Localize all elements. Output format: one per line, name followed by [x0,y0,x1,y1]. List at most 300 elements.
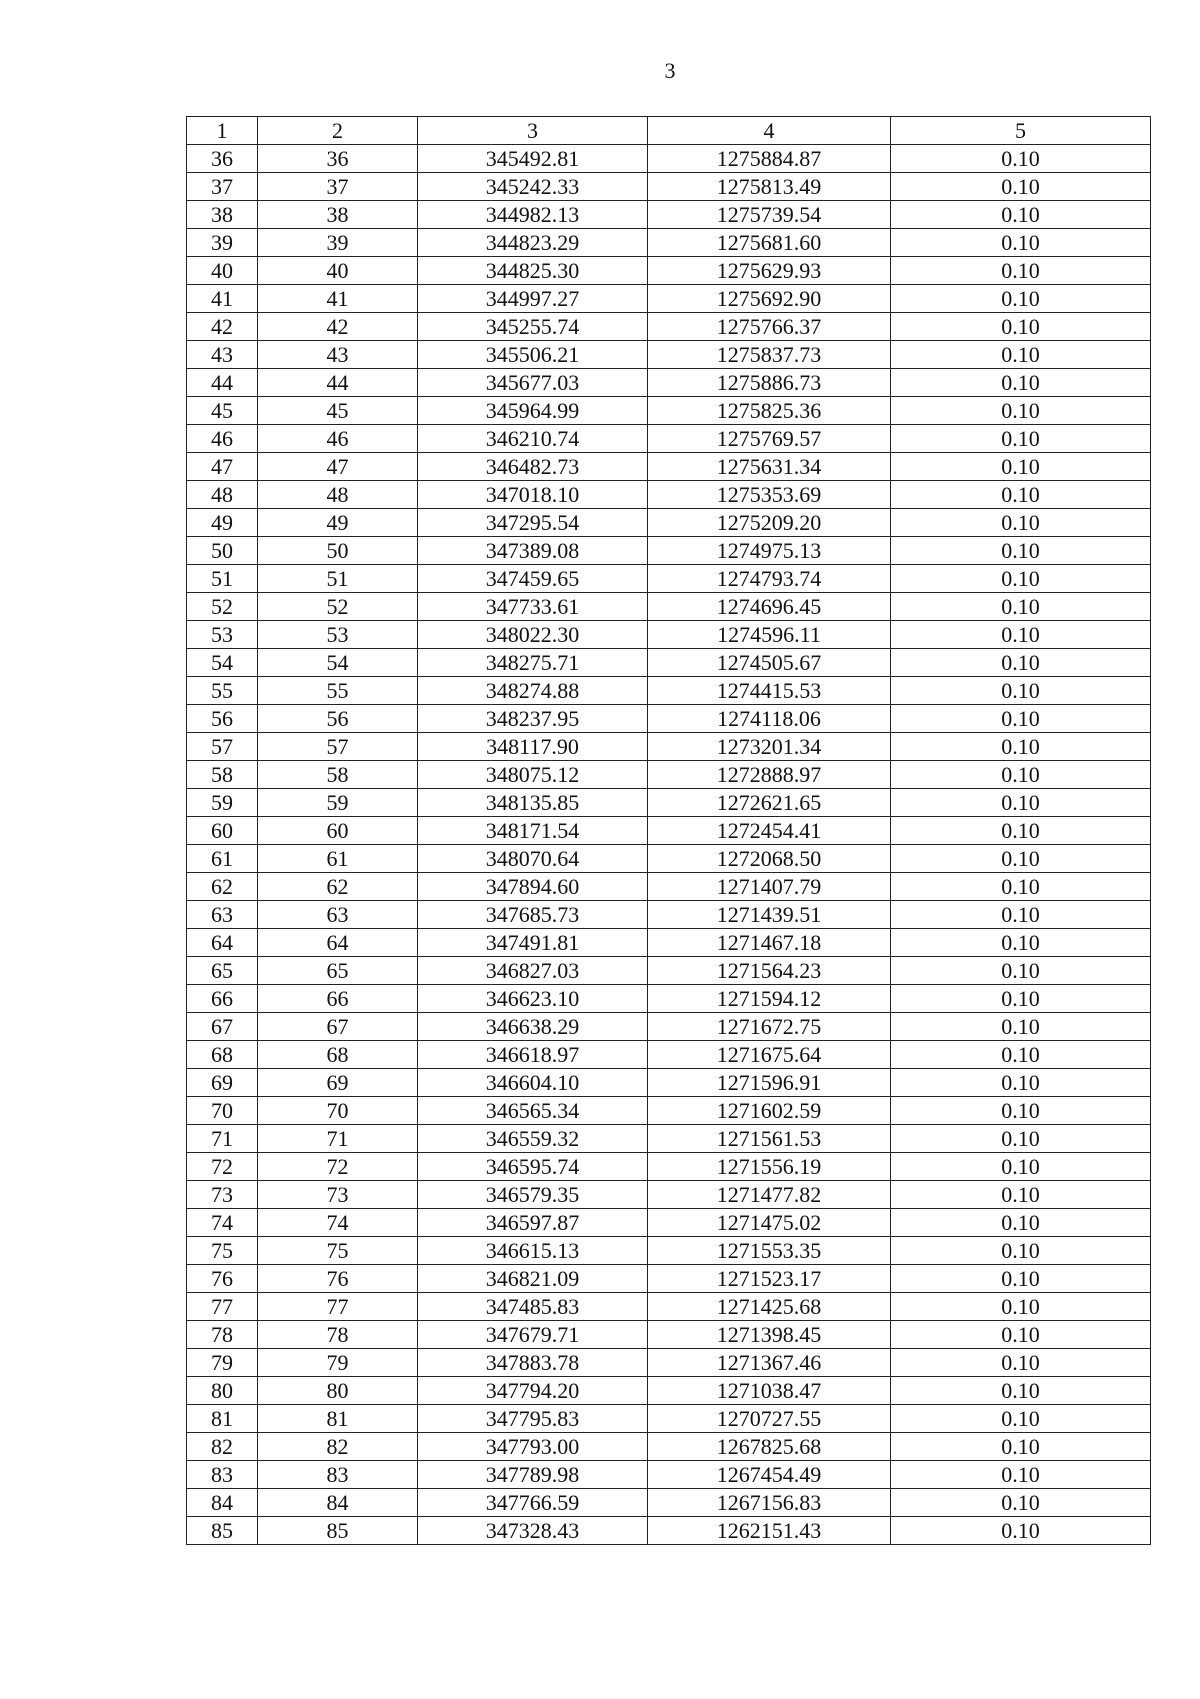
table-cell-col-3: 348070.64 [418,845,648,873]
table-cell-col-3: 347789.98 [418,1461,648,1489]
column-header-5: 5 [891,117,1151,145]
table-cell-col-2: 72 [258,1153,418,1181]
table-row [187,537,1151,565]
table-cell-col-1: 63 [187,901,258,929]
table-cell-col-4: 1270727.55 [648,1405,891,1433]
table-cell-col-4: 1275825.36 [648,397,891,425]
table-cell-col-3: 346604.10 [418,1069,648,1097]
table-cell-col-5: 0.10 [891,1181,1151,1209]
table-cell-col-4: 1275837.73 [648,341,891,369]
table-cell-col-5: 0.10 [891,425,1151,453]
table-row [187,257,1151,285]
table-cell-col-3: 348274.88 [418,677,648,705]
table-cell-col-4: 1275769.57 [648,425,891,453]
table-cell-col-2: 37 [258,173,418,201]
column-header-3: 3 [418,117,648,145]
table-cell-col-4: 1271523.17 [648,1265,891,1293]
table-cell-col-5: 0.10 [891,397,1151,425]
table-cell-col-5: 0.10 [891,845,1151,873]
table-cell-col-3: 344825.30 [418,257,648,285]
table-cell-col-1: 83 [187,1461,258,1489]
table-cell-col-3: 347894.60 [418,873,648,901]
table-cell-col-2: 45 [258,397,418,425]
table-cell-col-3: 348117.90 [418,733,648,761]
table-cell-col-5: 0.10 [891,1349,1151,1377]
table-row [187,1153,1151,1181]
table-cell-col-1: 60 [187,817,258,845]
table-row [187,1349,1151,1377]
table-cell-col-4: 1274118.06 [648,705,891,733]
table-cell-col-4: 1271564.23 [648,957,891,985]
table-cell-col-5: 0.10 [891,1461,1151,1489]
table-cell-col-1: 47 [187,453,258,481]
table-cell-col-3: 347685.73 [418,901,648,929]
table-row [187,229,1151,257]
table-row [187,1461,1151,1489]
table-cell-col-4: 1271407.79 [648,873,891,901]
table-row [187,453,1151,481]
table-cell-col-4: 1274415.53 [648,677,891,705]
table-cell-col-5: 0.10 [891,1321,1151,1349]
table-row [187,845,1151,873]
table-cell-col-5: 0.10 [891,985,1151,1013]
table-cell-col-2: 62 [258,873,418,901]
table-cell-col-4: 1273201.34 [648,733,891,761]
table-row [187,341,1151,369]
table-cell-col-4: 1267454.49 [648,1461,891,1489]
table-cell-col-1: 48 [187,481,258,509]
table-row [187,509,1151,537]
table-cell-col-5: 0.10 [891,1237,1151,1265]
table-cell-col-4: 1275766.37 [648,313,891,341]
table-cell-col-2: 77 [258,1293,418,1321]
table-cell-col-3: 347295.54 [418,509,648,537]
table-row [187,873,1151,901]
table-cell-col-2: 41 [258,285,418,313]
table-row [187,957,1151,985]
table-cell-col-4: 1275739.54 [648,201,891,229]
table-cell-col-3: 344823.29 [418,229,648,257]
table-cell-col-3: 345255.74 [418,313,648,341]
table-cell-col-1: 36 [187,145,258,173]
table-cell-col-2: 75 [258,1237,418,1265]
table-cell-col-2: 56 [258,705,418,733]
table-row [187,1181,1151,1209]
table-cell-col-1: 74 [187,1209,258,1237]
table-cell-col-5: 0.10 [891,1209,1151,1237]
table-cell-col-3: 347491.81 [418,929,648,957]
table-row [187,1405,1151,1433]
table-cell-col-4: 1271594.12 [648,985,891,1013]
table-cell-col-3: 347018.10 [418,481,648,509]
table-cell-col-3: 347328.43 [418,1517,648,1545]
table-cell-col-5: 0.10 [891,1041,1151,1069]
table-cell-col-2: 57 [258,733,418,761]
table-cell-col-3: 347766.59 [418,1489,648,1517]
table-cell-col-1: 39 [187,229,258,257]
table-cell-col-4: 1272621.65 [648,789,891,817]
table-cell-col-1: 44 [187,369,258,397]
table-cell-col-2: 43 [258,341,418,369]
table-cell-col-2: 47 [258,453,418,481]
table-cell-col-2: 79 [258,1349,418,1377]
table-cell-col-1: 64 [187,929,258,957]
table-cell-col-1: 85 [187,1517,258,1545]
table-row [187,593,1151,621]
table-cell-col-2: 52 [258,593,418,621]
table-cell-col-5: 0.10 [891,1013,1151,1041]
table-row [187,1209,1151,1237]
table-cell-col-1: 38 [187,201,258,229]
table-cell-col-1: 84 [187,1489,258,1517]
table-row [187,817,1151,845]
table-row [187,1125,1151,1153]
table-cell-col-4: 1274696.45 [648,593,891,621]
table-cell-col-1: 54 [187,649,258,677]
table-cell-col-2: 60 [258,817,418,845]
table-cell-col-3: 346595.74 [418,1153,648,1181]
table-cell-col-1: 67 [187,1013,258,1041]
table-cell-col-4: 1275886.73 [648,369,891,397]
table-cell-col-2: 44 [258,369,418,397]
table-cell-col-3: 346482.73 [418,453,648,481]
page-number: 3 [664,58,676,83]
table-cell-col-5: 0.10 [891,1125,1151,1153]
table-row [187,397,1151,425]
table-cell-col-3: 344997.27 [418,285,648,313]
table-cell-col-4: 1275813.49 [648,173,891,201]
table-row [187,285,1151,313]
table-cell-col-1: 82 [187,1433,258,1461]
table-cell-col-5: 0.10 [891,761,1151,789]
table-cell-col-2: 81 [258,1405,418,1433]
table-cell-col-5: 0.10 [891,957,1151,985]
table-cell-col-4: 1275692.90 [648,285,891,313]
table-cell-col-3: 348022.30 [418,621,648,649]
table-cell-col-2: 69 [258,1069,418,1097]
table-cell-col-4: 1271367.46 [648,1349,891,1377]
table-row [187,1069,1151,1097]
table-cell-col-5: 0.10 [891,173,1151,201]
table-cell-col-4: 1275884.87 [648,145,891,173]
table-cell-col-3: 346618.97 [418,1041,648,1069]
table-cell-col-4: 1271467.18 [648,929,891,957]
table-cell-col-2: 63 [258,901,418,929]
table-cell-col-5: 0.10 [891,145,1151,173]
table-cell-col-2: 54 [258,649,418,677]
table-row [187,1237,1151,1265]
table-cell-col-1: 37 [187,173,258,201]
table-cell-col-3: 345964.99 [418,397,648,425]
table-cell-col-1: 51 [187,565,258,593]
table-cell-col-3: 346638.29 [418,1013,648,1041]
table-cell-col-1: 72 [187,1153,258,1181]
table-cell-col-5: 0.10 [891,677,1151,705]
table-row [187,173,1151,201]
table-cell-col-5: 0.10 [891,1097,1151,1125]
table-cell-col-5: 0.10 [891,649,1151,677]
table-cell-col-2: 51 [258,565,418,593]
table-cell-col-5: 0.10 [891,1377,1151,1405]
column-header-4: 4 [648,117,891,145]
table-cell-col-2: 61 [258,845,418,873]
column-header-2: 2 [258,117,418,145]
table-body [187,145,1151,1545]
table-row [187,761,1151,789]
table-cell-col-2: 59 [258,789,418,817]
table-cell-col-5: 0.10 [891,565,1151,593]
table-cell-col-3: 347793.00 [418,1433,648,1461]
table-cell-col-4: 1271672.75 [648,1013,891,1041]
table-cell-col-1: 78 [187,1321,258,1349]
table-cell-col-2: 83 [258,1461,418,1489]
table-cell-col-1: 58 [187,761,258,789]
table-row [187,1489,1151,1517]
table-cell-col-3: 345677.03 [418,369,648,397]
table-cell-col-2: 38 [258,201,418,229]
table-row [187,565,1151,593]
table-row [187,1013,1151,1041]
table-cell-col-5: 0.10 [891,873,1151,901]
table-cell-col-5: 0.10 [891,621,1151,649]
table-cell-col-5: 0.10 [891,201,1151,229]
table-cell-col-1: 56 [187,705,258,733]
table-cell-col-3: 347883.78 [418,1349,648,1377]
table-cell-col-4: 1275629.93 [648,257,891,285]
table-cell-col-3: 347459.65 [418,565,648,593]
table-cell-col-5: 0.10 [891,1293,1151,1321]
table-cell-col-5: 0.10 [891,817,1151,845]
table-cell-col-5: 0.10 [891,369,1151,397]
table-cell-col-1: 76 [187,1265,258,1293]
table-cell-col-5: 0.10 [891,593,1151,621]
table-cell-col-2: 53 [258,621,418,649]
table-cell-col-3: 348075.12 [418,761,648,789]
table-cell-col-3: 346615.13 [418,1237,648,1265]
table-cell-col-1: 46 [187,425,258,453]
table-cell-col-2: 49 [258,509,418,537]
table-cell-col-1: 80 [187,1377,258,1405]
table-cell-col-5: 0.10 [891,901,1151,929]
table-cell-col-3: 348275.71 [418,649,648,677]
table-cell-col-3: 346597.87 [418,1209,648,1237]
table-cell-col-1: 61 [187,845,258,873]
table-cell-col-3: 345242.33 [418,173,648,201]
table-cell-col-1: 59 [187,789,258,817]
table-cell-col-4: 1267156.83 [648,1489,891,1517]
table-cell-col-3: 346623.10 [418,985,648,1013]
table-cell-col-4: 1274596.11 [648,621,891,649]
table-cell-col-4: 1271038.47 [648,1377,891,1405]
table-cell-col-5: 0.10 [891,733,1151,761]
table-cell-col-3: 348171.54 [418,817,648,845]
table-cell-col-5: 0.10 [891,705,1151,733]
table-cell-col-4: 1271675.64 [648,1041,891,1069]
table-cell-col-2: 70 [258,1097,418,1125]
table-row [187,1097,1151,1125]
table-header-row [187,117,1151,145]
table-cell-col-4: 1271553.35 [648,1237,891,1265]
table-row [187,705,1151,733]
table-cell-col-2: 39 [258,229,418,257]
table-cell-col-2: 36 [258,145,418,173]
table-cell-col-4: 1275209.20 [648,509,891,537]
table-row [187,985,1151,1013]
table-cell-col-1: 79 [187,1349,258,1377]
table-cell-col-1: 43 [187,341,258,369]
table-cell-col-2: 46 [258,425,418,453]
table-cell-col-3: 346210.74 [418,425,648,453]
table-cell-col-4: 1274975.13 [648,537,891,565]
table-cell-col-2: 71 [258,1125,418,1153]
table-cell-col-1: 49 [187,509,258,537]
table-cell-col-5: 0.10 [891,1069,1151,1097]
table-row [187,481,1151,509]
table-row [187,901,1151,929]
table-cell-col-2: 80 [258,1377,418,1405]
table-cell-col-2: 55 [258,677,418,705]
table-cell-col-5: 0.10 [891,537,1151,565]
table-cell-col-5: 0.10 [891,341,1151,369]
table-cell-col-1: 73 [187,1181,258,1209]
table-row [187,789,1151,817]
table-row [187,1433,1151,1461]
table-cell-col-5: 0.10 [891,509,1151,537]
table-cell-col-1: 53 [187,621,258,649]
column-header-1: 1 [187,117,258,145]
table-cell-col-1: 77 [187,1293,258,1321]
table-cell-col-5: 0.10 [891,257,1151,285]
table-cell-col-1: 52 [187,593,258,621]
table-row [187,145,1151,173]
table-cell-col-1: 81 [187,1405,258,1433]
table-cell-col-5: 0.10 [891,1265,1151,1293]
table-cell-col-5: 0.10 [891,453,1151,481]
table-cell-col-4: 1271475.02 [648,1209,891,1237]
table-cell-col-2: 50 [258,537,418,565]
table-cell-col-5: 0.10 [891,1489,1151,1517]
table-cell-col-2: 78 [258,1321,418,1349]
table-cell-col-3: 346579.35 [418,1181,648,1209]
table-row [187,1377,1151,1405]
table-row [187,369,1151,397]
table-cell-col-3: 347794.20 [418,1377,648,1405]
table-cell-col-4: 1272454.41 [648,817,891,845]
table-cell-col-5: 0.10 [891,789,1151,817]
table-cell-col-4: 1271556.19 [648,1153,891,1181]
table-cell-col-1: 57 [187,733,258,761]
table-cell-col-1: 42 [187,313,258,341]
table-cell-col-4: 1271398.45 [648,1321,891,1349]
table-cell-col-1: 50 [187,537,258,565]
table-cell-col-2: 85 [258,1517,418,1545]
coordinates-table [186,116,1151,1545]
table-cell-col-4: 1272888.97 [648,761,891,789]
table-cell-col-3: 344982.13 [418,201,648,229]
table-row [187,649,1151,677]
table-cell-col-2: 73 [258,1181,418,1209]
table-cell-col-3: 346827.03 [418,957,648,985]
table-cell-col-2: 48 [258,481,418,509]
table-cell-col-1: 69 [187,1069,258,1097]
table-cell-col-5: 0.10 [891,313,1151,341]
table-cell-col-3: 347389.08 [418,537,648,565]
table-cell-col-1: 66 [187,985,258,1013]
table-cell-col-2: 67 [258,1013,418,1041]
table-cell-col-4: 1271439.51 [648,901,891,929]
table-cell-col-3: 346565.34 [418,1097,648,1125]
table-row [187,733,1151,761]
table-row [187,201,1151,229]
table-cell-col-4: 1275631.34 [648,453,891,481]
table-cell-col-5: 0.10 [891,1433,1151,1461]
table-cell-col-3: 345506.21 [418,341,648,369]
table-row [187,1321,1151,1349]
table-cell-col-4: 1272068.50 [648,845,891,873]
table-cell-col-3: 346559.32 [418,1125,648,1153]
table-cell-col-5: 0.10 [891,929,1151,957]
table-cell-col-5: 0.10 [891,229,1151,257]
table-cell-col-5: 0.10 [891,1517,1151,1545]
table-cell-col-2: 40 [258,257,418,285]
table-cell-col-5: 0.10 [891,481,1151,509]
table-cell-col-1: 62 [187,873,258,901]
table-cell-col-2: 74 [258,1209,418,1237]
table-cell-col-5: 0.10 [891,1405,1151,1433]
table-cell-col-1: 45 [187,397,258,425]
table-cell-col-3: 345492.81 [418,145,648,173]
table-cell-col-1: 41 [187,285,258,313]
table-cell-col-4: 1271561.53 [648,1125,891,1153]
table-cell-col-2: 58 [258,761,418,789]
table-cell-col-3: 347733.61 [418,593,648,621]
table-cell-col-2: 66 [258,985,418,1013]
table-row [187,313,1151,341]
table-row [187,1265,1151,1293]
table-cell-col-1: 55 [187,677,258,705]
table-cell-col-3: 346821.09 [418,1265,648,1293]
table-row [187,1293,1151,1321]
table-cell-col-2: 82 [258,1433,418,1461]
table-cell-col-4: 1262151.43 [648,1517,891,1545]
table-cell-col-4: 1271425.68 [648,1293,891,1321]
table-cell-col-3: 348237.95 [418,705,648,733]
table-cell-col-1: 75 [187,1237,258,1265]
table-cell-col-4: 1275681.60 [648,229,891,257]
table-cell-col-1: 71 [187,1125,258,1153]
table-cell-col-3: 348135.85 [418,789,648,817]
table-cell-col-4: 1274793.74 [648,565,891,593]
table-cell-col-2: 84 [258,1489,418,1517]
table-cell-col-5: 0.10 [891,1153,1151,1181]
table-cell-col-1: 40 [187,257,258,285]
table-cell-col-1: 70 [187,1097,258,1125]
table-cell-col-1: 68 [187,1041,258,1069]
table-cell-col-4: 1271477.82 [648,1181,891,1209]
table-row [187,621,1151,649]
table-cell-col-3: 347679.71 [418,1321,648,1349]
table-cell-col-2: 64 [258,929,418,957]
table-cell-col-2: 65 [258,957,418,985]
table-cell-col-4: 1271602.59 [648,1097,891,1125]
table-row [187,677,1151,705]
table-cell-col-4: 1267825.68 [648,1433,891,1461]
table-cell-col-2: 42 [258,313,418,341]
table-row [187,929,1151,957]
table-cell-col-4: 1274505.67 [648,649,891,677]
table-cell-col-4: 1275353.69 [648,481,891,509]
table-cell-col-1: 65 [187,957,258,985]
